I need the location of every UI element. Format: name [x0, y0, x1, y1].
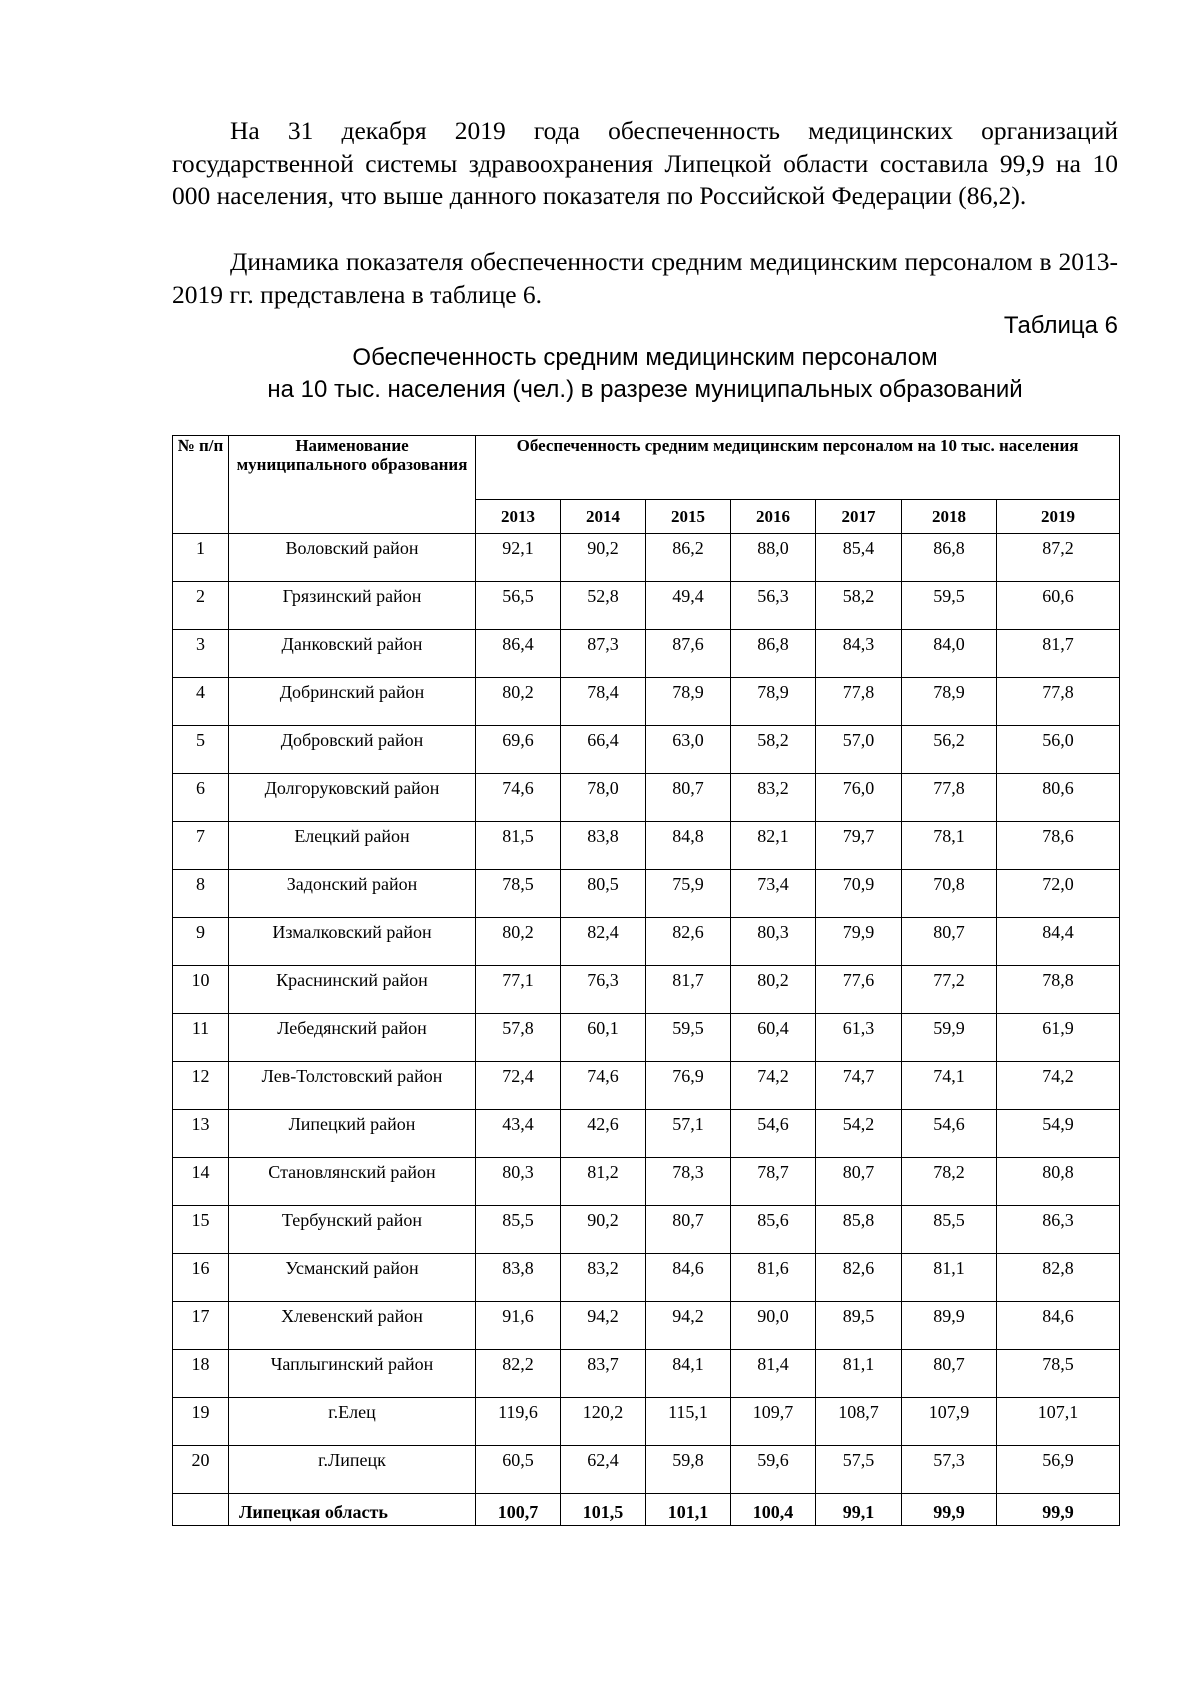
table-row: [173, 534, 1120, 582]
value-cell: 62,4: [561, 1446, 646, 1494]
value-cell: 78,8: [997, 966, 1120, 1014]
value-cell: 77,2: [902, 966, 997, 1014]
value-cell: 87,3: [561, 630, 646, 678]
municipality-name: Измалковский район: [229, 918, 476, 966]
value-cell: 59,8: [646, 1446, 731, 1494]
paragraph-1: На 31 декабря 2019 года обеспеченность медицинских организаций государственной системы здравоохранения Липецкой области составила 99,9 на 10 000 населения, что выше данного показателя по Российской Федерации (86,2).: [172, 116, 1118, 210]
value-cell: 81,7: [997, 630, 1120, 678]
header-year-2013: 2013: [476, 500, 561, 534]
table-row: [173, 774, 1120, 822]
value-cell: 42,6: [561, 1110, 646, 1158]
value-cell: 85,8: [816, 1206, 902, 1254]
table-row: [173, 726, 1120, 774]
municipality-name: г.Елец: [229, 1398, 476, 1446]
value-cell: 76,9: [646, 1062, 731, 1110]
row-number: 16: [173, 1254, 229, 1302]
table-row: [173, 1062, 1120, 1110]
row-number: 18: [173, 1350, 229, 1398]
value-cell: 69,6: [476, 726, 561, 774]
municipality-name: Хлевенский район: [229, 1302, 476, 1350]
value-cell: 60,1: [561, 1014, 646, 1062]
value-cell: 84,8: [646, 822, 731, 870]
table-row: [173, 918, 1120, 966]
municipality-name: Лебедянский район: [229, 1014, 476, 1062]
value-cell: 78,7: [731, 1158, 816, 1206]
value-cell: 84,0: [902, 630, 997, 678]
municipality-name: Тербунский район: [229, 1206, 476, 1254]
total-row: [173, 1494, 1120, 1526]
row-number: 2: [173, 582, 229, 630]
value-cell: 86,8: [902, 534, 997, 582]
value-cell: 84,1: [646, 1350, 731, 1398]
value-cell: 85,6: [731, 1206, 816, 1254]
table-row: [173, 630, 1120, 678]
value-cell: 94,2: [646, 1302, 731, 1350]
municipality-name: Добровский район: [229, 726, 476, 774]
table-row: [173, 678, 1120, 726]
value-cell: 57,5: [816, 1446, 902, 1494]
row-number: 20: [173, 1446, 229, 1494]
value-cell: 120,2: [561, 1398, 646, 1446]
value-cell: 78,3: [646, 1158, 731, 1206]
table-row: [173, 822, 1120, 870]
value-cell: 82,1: [731, 822, 816, 870]
header-number: № п/п: [173, 436, 229, 534]
municipality-name: Задонский район: [229, 870, 476, 918]
value-cell: 109,7: [731, 1398, 816, 1446]
row-number: 6: [173, 774, 229, 822]
value-cell: 84,6: [646, 1254, 731, 1302]
value-cell: 74,2: [997, 1062, 1120, 1110]
value-cell: 99,9: [902, 1494, 997, 1526]
municipality-name: Данковский район: [229, 630, 476, 678]
value-cell: 77,8: [816, 678, 902, 726]
header-year-2019: 2019: [997, 500, 1120, 534]
value-cell: 74,6: [476, 774, 561, 822]
table-row: [173, 1158, 1120, 1206]
value-cell: 57,8: [476, 1014, 561, 1062]
value-cell: 81,5: [476, 822, 561, 870]
value-cell: 54,9: [997, 1110, 1120, 1158]
header-year-2016: 2016: [731, 500, 816, 534]
municipality-name: Елецкий район: [229, 822, 476, 870]
value-cell: 89,9: [902, 1302, 997, 1350]
municipality-name: Липецкая область: [229, 1494, 476, 1526]
value-cell: 82,6: [646, 918, 731, 966]
municipality-name: Становлянский район: [229, 1158, 476, 1206]
value-cell: 90,2: [561, 534, 646, 582]
row-number: 10: [173, 966, 229, 1014]
table-row: [173, 870, 1120, 918]
value-cell: 78,2: [902, 1158, 997, 1206]
municipality-name: Краснинский район: [229, 966, 476, 1014]
municipality-name: Воловский район: [229, 534, 476, 582]
value-cell: 70,8: [902, 870, 997, 918]
value-cell: 77,1: [476, 966, 561, 1014]
value-cell: 72,4: [476, 1062, 561, 1110]
value-cell: 56,5: [476, 582, 561, 630]
municipality-name: Чаплыгинский район: [229, 1350, 476, 1398]
value-cell: 54,6: [902, 1110, 997, 1158]
value-cell: 81,4: [731, 1350, 816, 1398]
value-cell: 78,9: [902, 678, 997, 726]
value-cell: 56,3: [731, 582, 816, 630]
value-cell: 57,1: [646, 1110, 731, 1158]
municipality-name: Липецкий район: [229, 1110, 476, 1158]
value-cell: 85,4: [816, 534, 902, 582]
value-cell: 94,2: [561, 1302, 646, 1350]
value-cell: 91,6: [476, 1302, 561, 1350]
table-row: [173, 1110, 1120, 1158]
value-cell: 83,7: [561, 1350, 646, 1398]
table-row: [173, 1446, 1120, 1494]
value-cell: 107,9: [902, 1398, 997, 1446]
value-cell: 74,7: [816, 1062, 902, 1110]
value-cell: 101,1: [646, 1494, 731, 1526]
value-cell: 86,3: [997, 1206, 1120, 1254]
row-number: 4: [173, 678, 229, 726]
table-row: [173, 1254, 1120, 1302]
value-cell: 90,0: [731, 1302, 816, 1350]
value-cell: 63,0: [646, 726, 731, 774]
value-cell: 56,0: [997, 726, 1120, 774]
row-number: 15: [173, 1206, 229, 1254]
value-cell: 57,3: [902, 1446, 997, 1494]
value-cell: 78,5: [997, 1350, 1120, 1398]
value-cell: 84,4: [997, 918, 1120, 966]
value-cell: 81,1: [816, 1350, 902, 1398]
value-cell: 81,6: [731, 1254, 816, 1302]
value-cell: 85,5: [902, 1206, 997, 1254]
value-cell: 80,3: [731, 918, 816, 966]
value-cell: 78,4: [561, 678, 646, 726]
municipality-name: Грязинский район: [229, 582, 476, 630]
row-number: 9: [173, 918, 229, 966]
row-number: 14: [173, 1158, 229, 1206]
value-cell: 66,4: [561, 726, 646, 774]
municipality-name: г.Липецк: [229, 1446, 476, 1494]
value-cell: 78,9: [731, 678, 816, 726]
caption-line-2: на 10 тыс. населения (чел.) в разрезе муниципальных образований: [267, 376, 1023, 403]
row-number: 3: [173, 630, 229, 678]
value-cell: 89,5: [816, 1302, 902, 1350]
value-cell: 80,5: [561, 870, 646, 918]
value-cell: 59,9: [902, 1014, 997, 1062]
row-number: 1: [173, 534, 229, 582]
value-cell: 79,7: [816, 822, 902, 870]
value-cell: 88,0: [731, 534, 816, 582]
value-cell: 90,2: [561, 1206, 646, 1254]
value-cell: 99,9: [997, 1494, 1120, 1526]
value-cell: 84,3: [816, 630, 902, 678]
value-cell: 61,3: [816, 1014, 902, 1062]
row-number: [173, 1494, 229, 1526]
row-number: 7: [173, 822, 229, 870]
table-row: [173, 582, 1120, 630]
value-cell: 80,3: [476, 1158, 561, 1206]
value-cell: 56,9: [997, 1446, 1120, 1494]
row-number: 13: [173, 1110, 229, 1158]
staffing-table: [172, 435, 1120, 1526]
value-cell: 56,2: [902, 726, 997, 774]
value-cell: 81,1: [902, 1254, 997, 1302]
value-cell: 73,4: [731, 870, 816, 918]
value-cell: 83,8: [476, 1254, 561, 1302]
value-cell: 86,8: [731, 630, 816, 678]
value-cell: 79,9: [816, 918, 902, 966]
row-number: 12: [173, 1062, 229, 1110]
municipality-name: Усманский район: [229, 1254, 476, 1302]
value-cell: 54,2: [816, 1110, 902, 1158]
value-cell: 82,4: [561, 918, 646, 966]
value-cell: 59,5: [902, 582, 997, 630]
header-year-2017: 2017: [816, 500, 902, 534]
value-cell: 54,6: [731, 1110, 816, 1158]
value-cell: 74,2: [731, 1062, 816, 1110]
row-number: 8: [173, 870, 229, 918]
value-cell: 57,0: [816, 726, 902, 774]
value-cell: 82,8: [997, 1254, 1120, 1302]
caption-line-1: Обеспеченность средним медицинским персоналом: [352, 344, 938, 371]
row-number: 11: [173, 1014, 229, 1062]
value-cell: 100,4: [731, 1494, 816, 1526]
value-cell: 52,8: [561, 582, 646, 630]
header-year-2018: 2018: [902, 500, 997, 534]
value-cell: 86,4: [476, 630, 561, 678]
value-cell: 99,1: [816, 1494, 902, 1526]
value-cell: 49,4: [646, 582, 731, 630]
value-cell: 58,2: [816, 582, 902, 630]
table-row: [173, 1014, 1120, 1062]
value-cell: 70,9: [816, 870, 902, 918]
value-cell: 77,8: [902, 774, 997, 822]
value-cell: 83,2: [561, 1254, 646, 1302]
table-row: [173, 1398, 1120, 1446]
value-cell: 60,6: [997, 582, 1120, 630]
value-cell: 78,1: [902, 822, 997, 870]
row-number: 17: [173, 1302, 229, 1350]
value-cell: 74,1: [902, 1062, 997, 1110]
value-cell: 81,2: [561, 1158, 646, 1206]
value-cell: 80,7: [646, 1206, 731, 1254]
value-cell: 77,8: [997, 678, 1120, 726]
value-cell: 101,5: [561, 1494, 646, 1526]
value-cell: 60,5: [476, 1446, 561, 1494]
value-cell: 83,8: [561, 822, 646, 870]
value-cell: 72,0: [997, 870, 1120, 918]
value-cell: 80,7: [646, 774, 731, 822]
value-cell: 107,1: [997, 1398, 1120, 1446]
value-cell: 75,9: [646, 870, 731, 918]
value-cell: 80,7: [902, 1350, 997, 1398]
value-cell: 80,6: [997, 774, 1120, 822]
header-year-2015: 2015: [646, 500, 731, 534]
value-cell: 100,7: [476, 1494, 561, 1526]
value-cell: 83,2: [731, 774, 816, 822]
value-cell: 86,2: [646, 534, 731, 582]
table-row: [173, 1206, 1120, 1254]
value-cell: 85,5: [476, 1206, 561, 1254]
value-cell: 84,6: [997, 1302, 1120, 1350]
value-cell: 74,6: [561, 1062, 646, 1110]
municipality-name: Лев-Толстовский район: [229, 1062, 476, 1110]
value-cell: 60,4: [731, 1014, 816, 1062]
value-cell: 80,2: [476, 678, 561, 726]
value-cell: 80,2: [731, 966, 816, 1014]
municipality-name: Долгоруковский район: [229, 774, 476, 822]
value-cell: 87,6: [646, 630, 731, 678]
header-name: Наименование муниципального образования: [229, 436, 476, 534]
value-cell: 59,6: [731, 1446, 816, 1494]
value-cell: 78,9: [646, 678, 731, 726]
table-row: [173, 966, 1120, 1014]
value-cell: 92,1: [476, 534, 561, 582]
header-group: Обеспеченность средним медицинским персоналом на 10 тыс. населения: [476, 436, 1120, 500]
value-cell: 80,8: [997, 1158, 1120, 1206]
value-cell: 108,7: [816, 1398, 902, 1446]
value-cell: 82,2: [476, 1350, 561, 1398]
value-cell: 81,7: [646, 966, 731, 1014]
value-cell: 87,2: [997, 534, 1120, 582]
table-row: [173, 1302, 1120, 1350]
value-cell: 61,9: [997, 1014, 1120, 1062]
value-cell: 76,3: [561, 966, 646, 1014]
table-caption: [172, 342, 1118, 406]
value-cell: 59,5: [646, 1014, 731, 1062]
value-cell: 80,7: [816, 1158, 902, 1206]
value-cell: 115,1: [646, 1398, 731, 1446]
value-cell: 119,6: [476, 1398, 561, 1446]
header-year-2014: 2014: [561, 500, 646, 534]
row-number: 19: [173, 1398, 229, 1446]
value-cell: 43,4: [476, 1110, 561, 1158]
value-cell: 77,6: [816, 966, 902, 1014]
value-cell: 76,0: [816, 774, 902, 822]
value-cell: 80,2: [476, 918, 561, 966]
table-number-label: Таблица 6: [1003, 312, 1118, 339]
value-cell: 82,6: [816, 1254, 902, 1302]
row-number: 5: [173, 726, 229, 774]
value-cell: 78,0: [561, 774, 646, 822]
paragraph-2: Динамика показателя обеспеченности средним медицинским персоналом в 2013-2019 гг. представлена в таблице 6.: [172, 247, 1118, 309]
table-row: [173, 1350, 1120, 1398]
value-cell: 78,6: [997, 822, 1120, 870]
municipality-name: Добринский район: [229, 678, 476, 726]
value-cell: 58,2: [731, 726, 816, 774]
value-cell: 78,5: [476, 870, 561, 918]
value-cell: 80,7: [902, 918, 997, 966]
